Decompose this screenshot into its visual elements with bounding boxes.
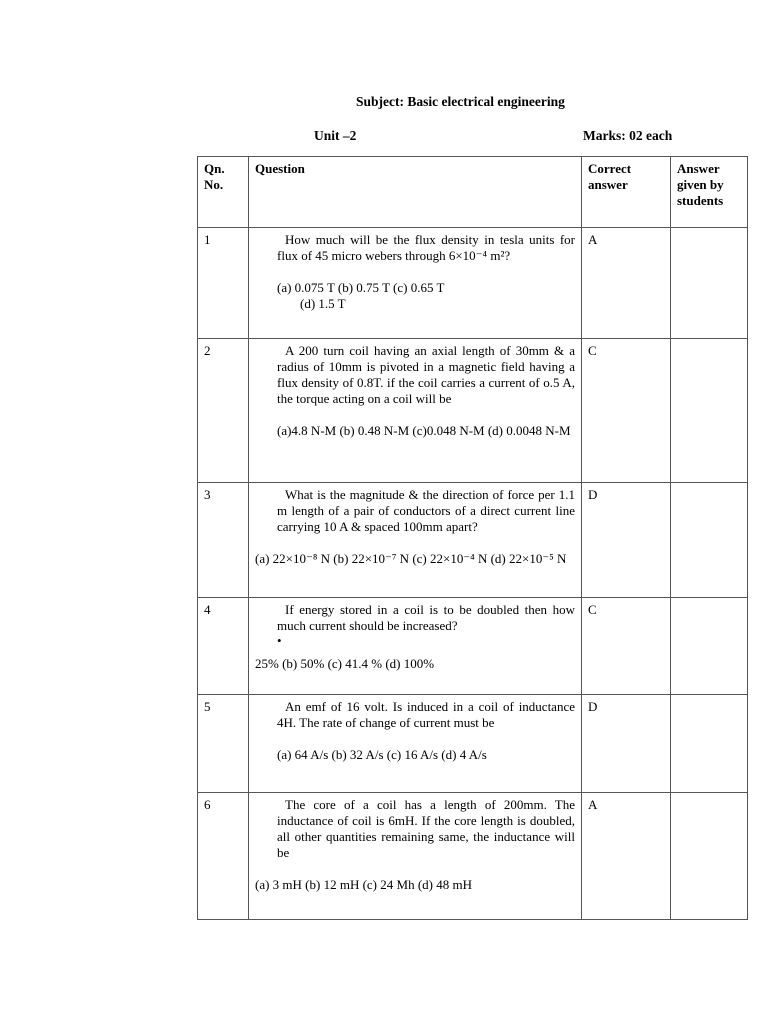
student-answer[interactable] [671,695,748,793]
student-answer[interactable] [671,339,748,483]
column-header-correct-answer: Correct answer [582,157,671,228]
column-header-qn-no: Qn. No. [198,157,249,228]
student-answer[interactable] [671,793,748,920]
correct-answer: C [582,339,671,483]
table-row [198,598,748,695]
table-row [198,339,748,483]
question-number: 4 [198,598,249,695]
student-answer[interactable] [671,228,748,339]
question-number: 5 [198,695,249,793]
question-options: (a)4.8 N-M (b) 0.48 N-M (c)0.048 N-M (d) 0.0048 N-M [277,423,571,438]
question-options: (a) 64 A/s (b) 32 A/s (c) 16 A/s (d) 4 A/s [277,747,487,762]
correct-answer: A [582,793,671,920]
question-options-line2: (d) 1.5 T [300,296,346,311]
table-row [198,483,748,598]
correct-answer: D [582,695,671,793]
column-header-question: Question [249,157,582,228]
question-cell [249,339,582,483]
question-table [197,156,748,920]
question-options: 25% (b) 50% (c) 41.4 % (d) 100% [255,656,435,671]
question-options: (a) 22×10⁻⁸ N (b) 22×10⁻⁷ N (c) 22×10⁻⁴ N (d) 22×10⁻⁵ N [255,551,567,566]
question-cell [249,695,582,793]
question-number: 1 [198,228,249,339]
question-cell [249,793,582,920]
question-text: How much will be the flux density in tesla units for flux of 45 micro webers through 6×10⁻⁴ m²? [277,232,575,263]
table-header-row [198,157,748,228]
correct-answer: D [582,483,671,598]
question-text: What is the magnitude & the direction of force per 1.1 m length of a pair of conductors of a direct current line carrying 10 A & spaced 100mm apart? [277,487,575,534]
question-number: 2 [198,339,249,483]
question-text: The core of a coil has a length of 200mm. The inductance of coil is 6mH. If the core length is doubled, all other quantities remaining same, the inductance will be [277,797,575,860]
column-header-student-answer: Answer given by students [671,157,748,228]
correct-answer: C [582,598,671,695]
question-text: An emf of 16 volt. Is induced in a coil of inductance 4H. The rate of change of current must be [277,699,575,730]
table-row [198,228,748,339]
bullet-icon: • [277,633,282,648]
question-cell [249,598,582,695]
marks-heading: Marks: 02 each [583,128,673,143]
correct-answer: A [582,228,671,339]
question-cell [249,483,582,598]
table-row [198,695,748,793]
question-text: A 200 turn coil having an axial length of 30mm & a radius of 10mm is pivoted in a magnetic field having a flux density of 0.8T. if the coil carries a current of o.5 A, the torque acting on a coil will be [277,343,575,406]
question-cell [249,228,582,339]
table-row [198,793,748,920]
unit-heading: Unit –2 [314,128,357,143]
student-answer[interactable] [671,483,748,598]
question-number: 6 [198,793,249,920]
question-options: (a) 3 mH (b) 12 mH (c) 24 Mh (d) 48 mH [255,877,472,892]
question-text: If energy stored in a coil is to be doubled then how much current should be increased? [277,602,575,633]
question-number: 3 [198,483,249,598]
student-answer[interactable] [671,598,748,695]
question-options: (a) 0.075 T (b) 0.75 T (c) 0.65 T [277,280,445,295]
subject-heading: Subject: Basic electrical engineering [356,94,565,109]
